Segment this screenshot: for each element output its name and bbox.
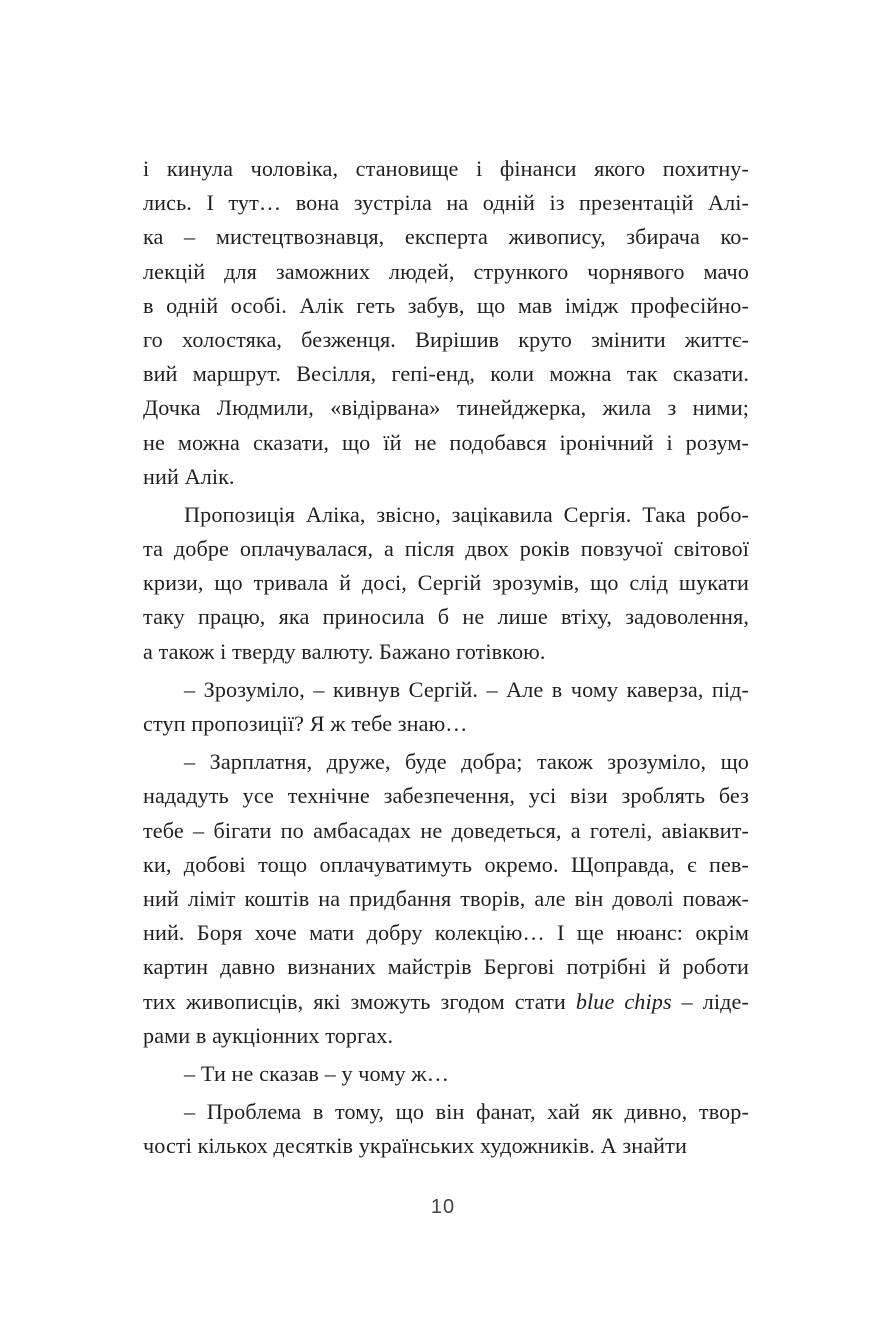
paragraph	[143, 673, 749, 741]
text-segment: тих живописців, які зможуть згодом стати	[143, 988, 576, 1014]
text-line: нададуть усе технічне забезпечення, усі візи зроблять без	[143, 783, 749, 809]
text-line: вий маршрут. Весілля, гепі-енд, коли можна так сказати.	[143, 361, 749, 387]
text-line: в одній особі. Алік геть забув, що мав імідж професійно-	[143, 292, 749, 318]
text-line: ний ліміт коштів на придбання творів, але він доволі поваж-	[143, 885, 749, 911]
text-line: ка – мистецтвознавця, експерта живопису, збирача ко-	[143, 224, 749, 250]
text-line: – Проблема в тому, що він фанат, хай як дивно, твор-	[184, 1099, 749, 1125]
text-line	[143, 985, 749, 1019]
text-line: рами в аукціонних торгах.	[143, 1022, 394, 1048]
text-line: таку працю, яка приносила б не лише втіху, задоволення,	[143, 604, 749, 630]
body-text	[143, 152, 749, 1163]
text-line: Пропозиція Аліка, звісно, зацікавила Сергія. Така робо-	[184, 501, 749, 527]
page-number: 10	[430, 1196, 456, 1218]
text-line: чості кількох десятків українських художників. А знайти	[143, 1133, 687, 1159]
text-line: – Ти не сказав – у чому ж…	[184, 1060, 450, 1086]
text-line: – Зрозуміло, – кивнув Сергій. – Але в чому каверза, під-	[184, 676, 749, 702]
italic-term: blue chips	[575, 988, 672, 1014]
text-line: та добре оплачувалася, а після двох років повзучої світової	[143, 536, 749, 562]
text-line: а також і тверду валюту. Бажано готівкою.	[143, 638, 546, 664]
text-line: Дочка Людмили, «відірвана» тинейджерка, жила з ними;	[143, 395, 749, 421]
paragraph	[143, 498, 749, 669]
text-segment: – ліде-	[671, 988, 749, 1014]
text-line: ний. Боря хоче мати добру колекцію… І ще нюанс: окрім	[143, 920, 749, 946]
text-line: лись. І тут… вона зустріла на одній із презентацій Алі-	[143, 190, 749, 216]
text-line: картин давно визнаних майстрів Бергові потрібні й роботи	[143, 954, 749, 980]
text-line: ний Алік.	[143, 463, 235, 489]
paragraph	[143, 745, 749, 1053]
text-line: і кинула чоловіка, становище і фінанси якого похитну-	[143, 156, 749, 181]
text-line: тебе – бігати по амбасадах не доведеться, а готелі, авіаквит-	[143, 817, 749, 843]
text-line: ки, добові тощо оплачуватимуть окремо. Щоправда, є пев-	[143, 851, 749, 877]
paragraph	[143, 1095, 749, 1163]
paragraph	[143, 1057, 749, 1091]
text-line: лекцій для заможних людей, стрункого чорнявого мачо	[143, 258, 749, 284]
text-line: не можна сказати, що їй не подобався іронічний і розум-	[143, 429, 749, 455]
text-line: – Зарплатня, друже, буде добра; також зрозуміло, що	[184, 749, 749, 775]
text-line: кризи, що тривала й досі, Сергій зрозумів, що слід шукати	[143, 570, 749, 596]
text-line: ступ пропозиції? Я ж тебе знаю…	[143, 711, 468, 736]
paragraph	[143, 152, 749, 494]
text-line: го холостяка, безженця. Вирішив круто змінити життє-	[143, 326, 749, 352]
